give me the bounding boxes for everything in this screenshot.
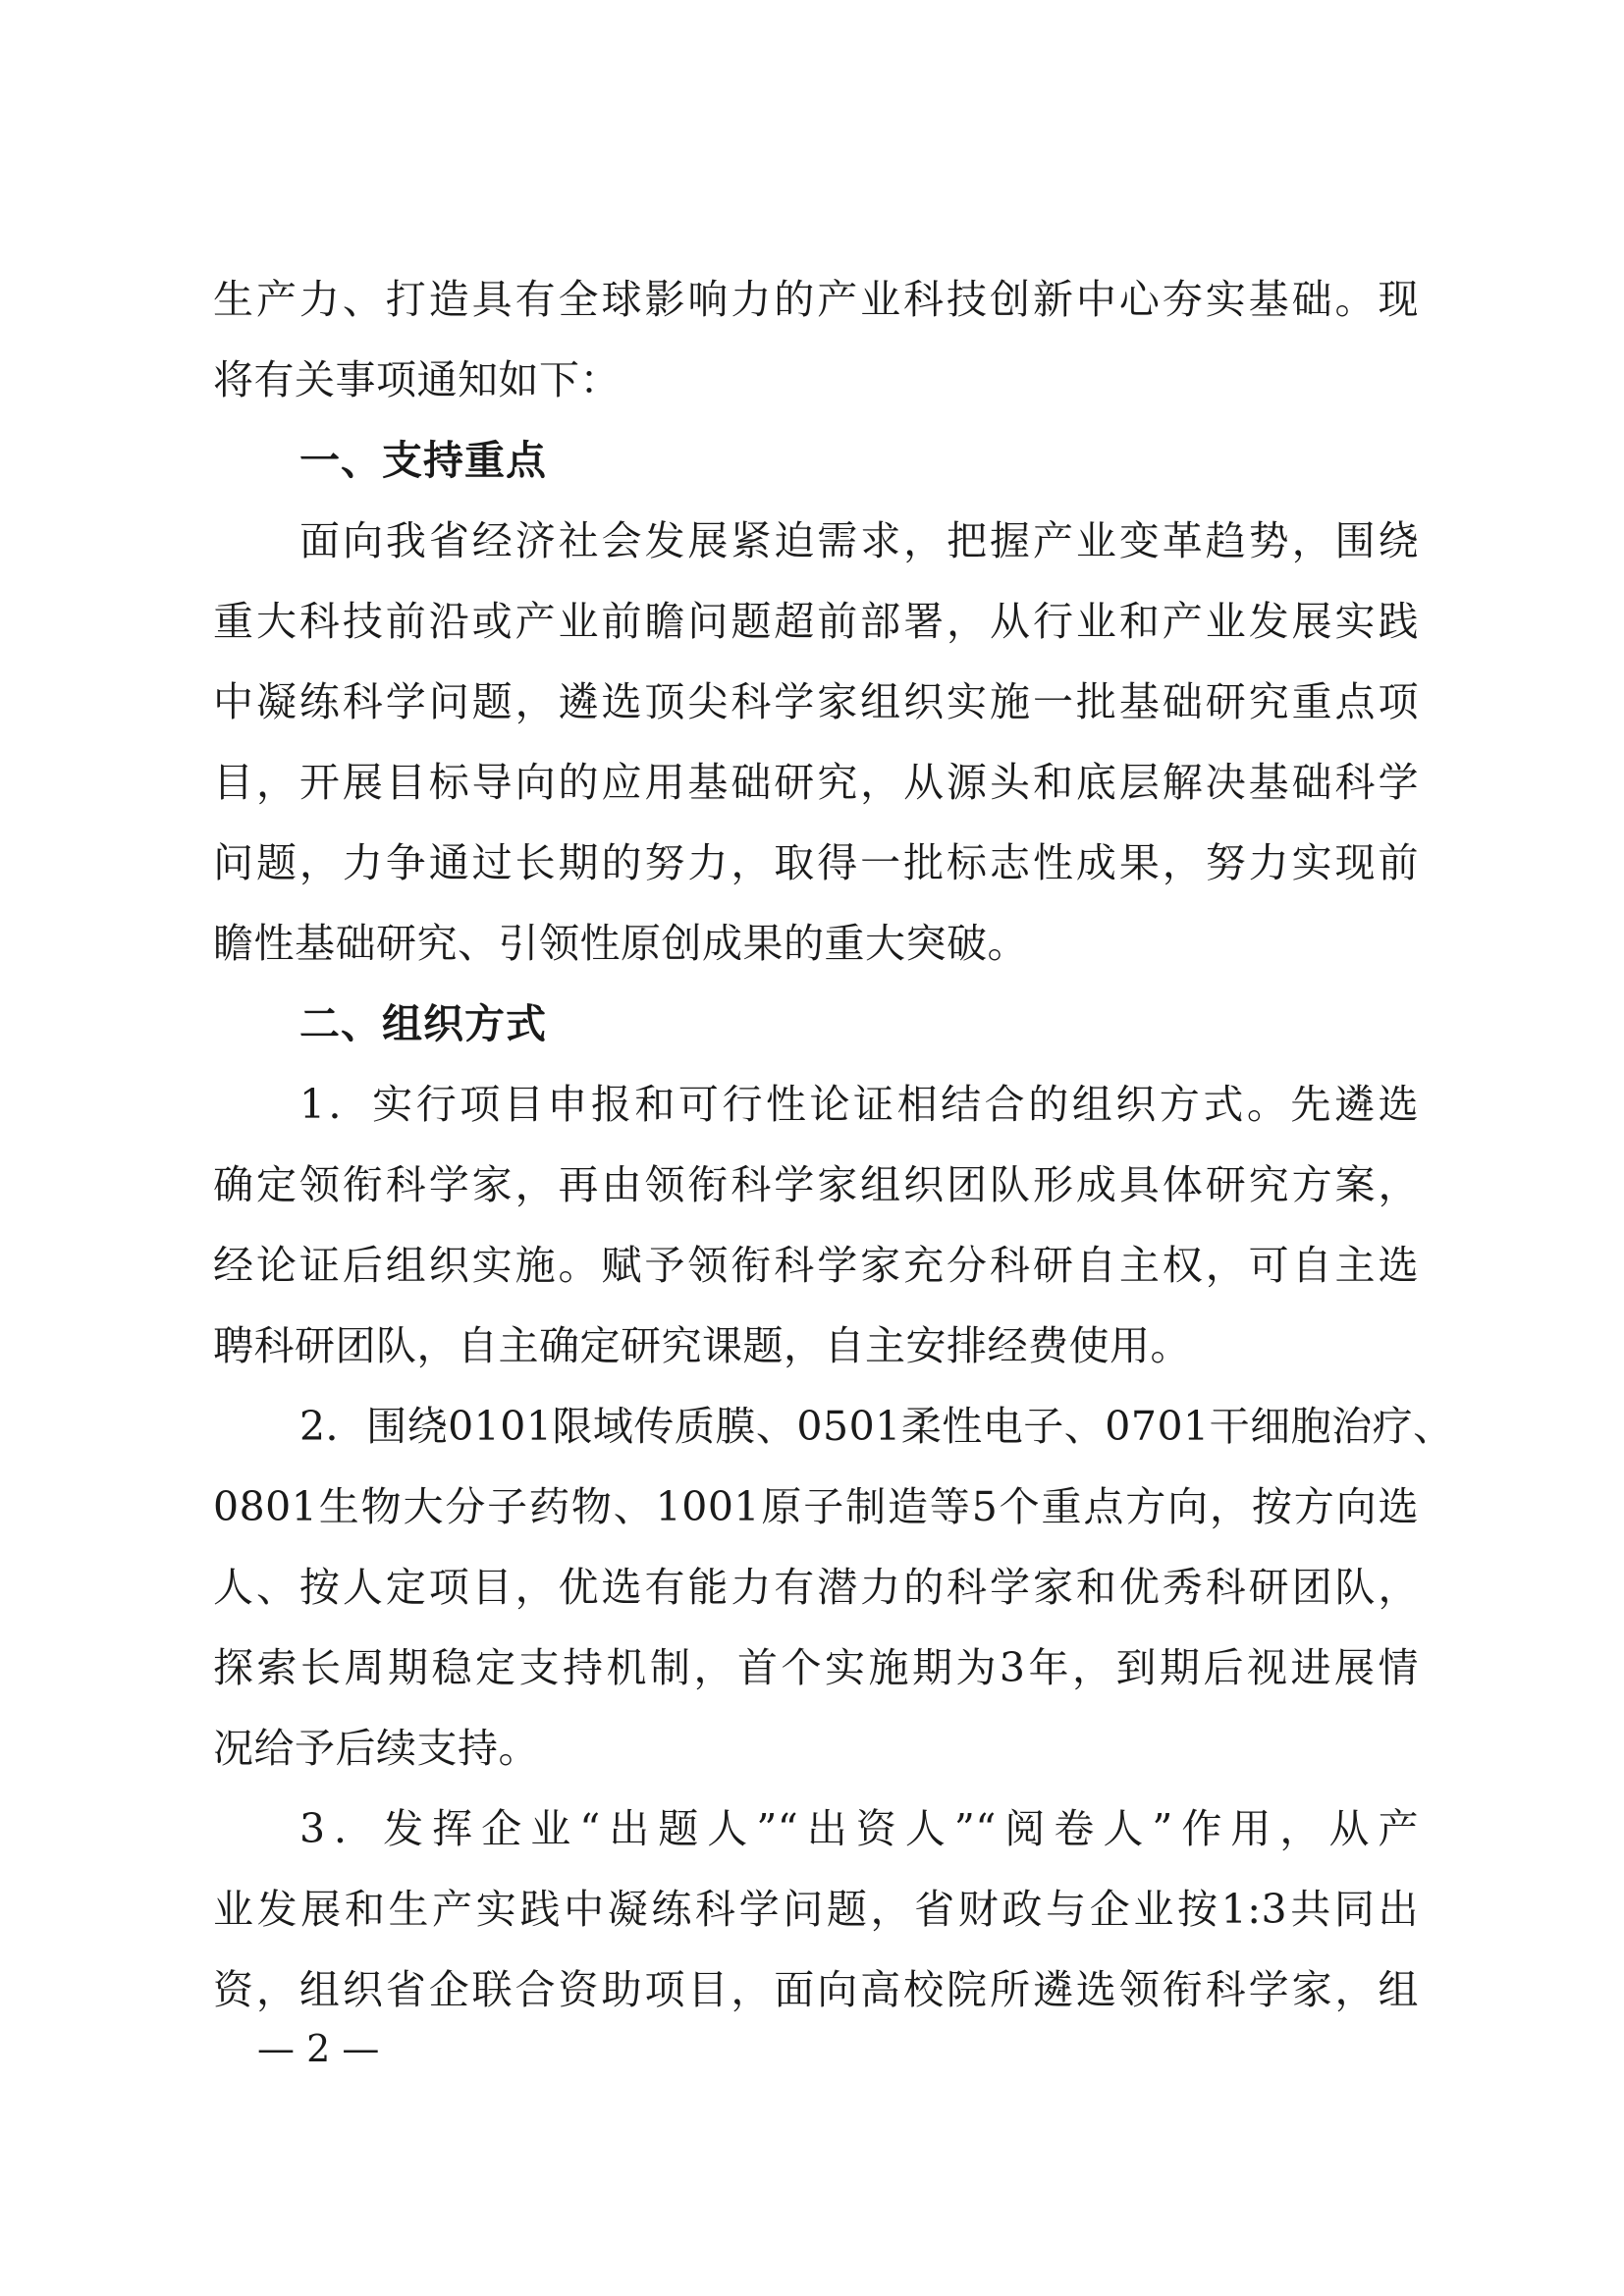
- p2-line-4: 聘科研团队，自主确定研究课题，自主安排经费使用。: [213, 1322, 1191, 1369]
- p4-line-3: 资，组织省企联合资助项目，面向高校院所遴选领衔科学家，组: [213, 1966, 1419, 2013]
- p3-line-3: 人、按人定项目，优选有能力有潜力的科学家和优秀科研团队，: [213, 1564, 1419, 1611]
- p3-line-1: 2．围绕0101限域传质膜、0501柔性电子、0701干细胞治疗、: [299, 1403, 1454, 1450]
- p2-line-1: 1．实行项目申报和可行性论证相结合的组织方式。先遴选: [299, 1081, 1419, 1128]
- intro-line-2: 将有关事项通知如下：: [213, 356, 621, 403]
- p1-line-3: 中凝练科学问题，遴选顶尖科学家组织实施一批基础研究重点项: [213, 678, 1419, 725]
- p3-line-2: 0801生物大分子药物、1001原子制造等5个重点方向，按方向选: [213, 1483, 1419, 1530]
- p1-line-2: 重大科技前沿或产业前瞻问题超前部署，从行业和产业发展实践: [213, 598, 1419, 645]
- p1-line-6: 瞻性基础研究、引领性原创成果的重大突破。: [213, 920, 1028, 967]
- p3-line-4: 探索长周期稳定支持机制，首个实施期为3年，到期后视进展情: [213, 1644, 1419, 1691]
- page-number: — 2 —: [257, 2027, 380, 2070]
- intro-line-1: 生产力、打造具有全球影响力的产业科技创新中心夯实基础。现: [213, 276, 1419, 323]
- p1-line-4: 目，开展目标导向的应用基础研究，从源头和底层解决基础科学: [213, 759, 1419, 806]
- section-heading-1: 一、支持重点: [299, 437, 547, 484]
- p1-line-1: 面向我省经济社会发展紧迫需求，把握产业变革趋势，围绕: [299, 517, 1419, 564]
- section-heading-2: 二、组织方式: [299, 1000, 547, 1047]
- p1-line-5: 问题，力争通过长期的努力，取得一批标志性成果，努力实现前: [213, 839, 1419, 886]
- p4-line-1: 3．发挥企业“出题人”“出资人”“阅卷人”作用，从产: [299, 1805, 1419, 1852]
- p4-line-2: 业发展和生产实践中凝练科学问题，省财政与企业按1:3共同出: [213, 1886, 1419, 1933]
- p2-line-2: 确定领衔科学家，再由领衔科学家组织团队形成具体研究方案，: [213, 1161, 1419, 1208]
- p3-line-5: 况给予后续支持。: [213, 1725, 539, 1772]
- p2-line-3: 经论证后组织实施。赋予领衔科学家充分科研自主权，可自主选: [213, 1242, 1419, 1289]
